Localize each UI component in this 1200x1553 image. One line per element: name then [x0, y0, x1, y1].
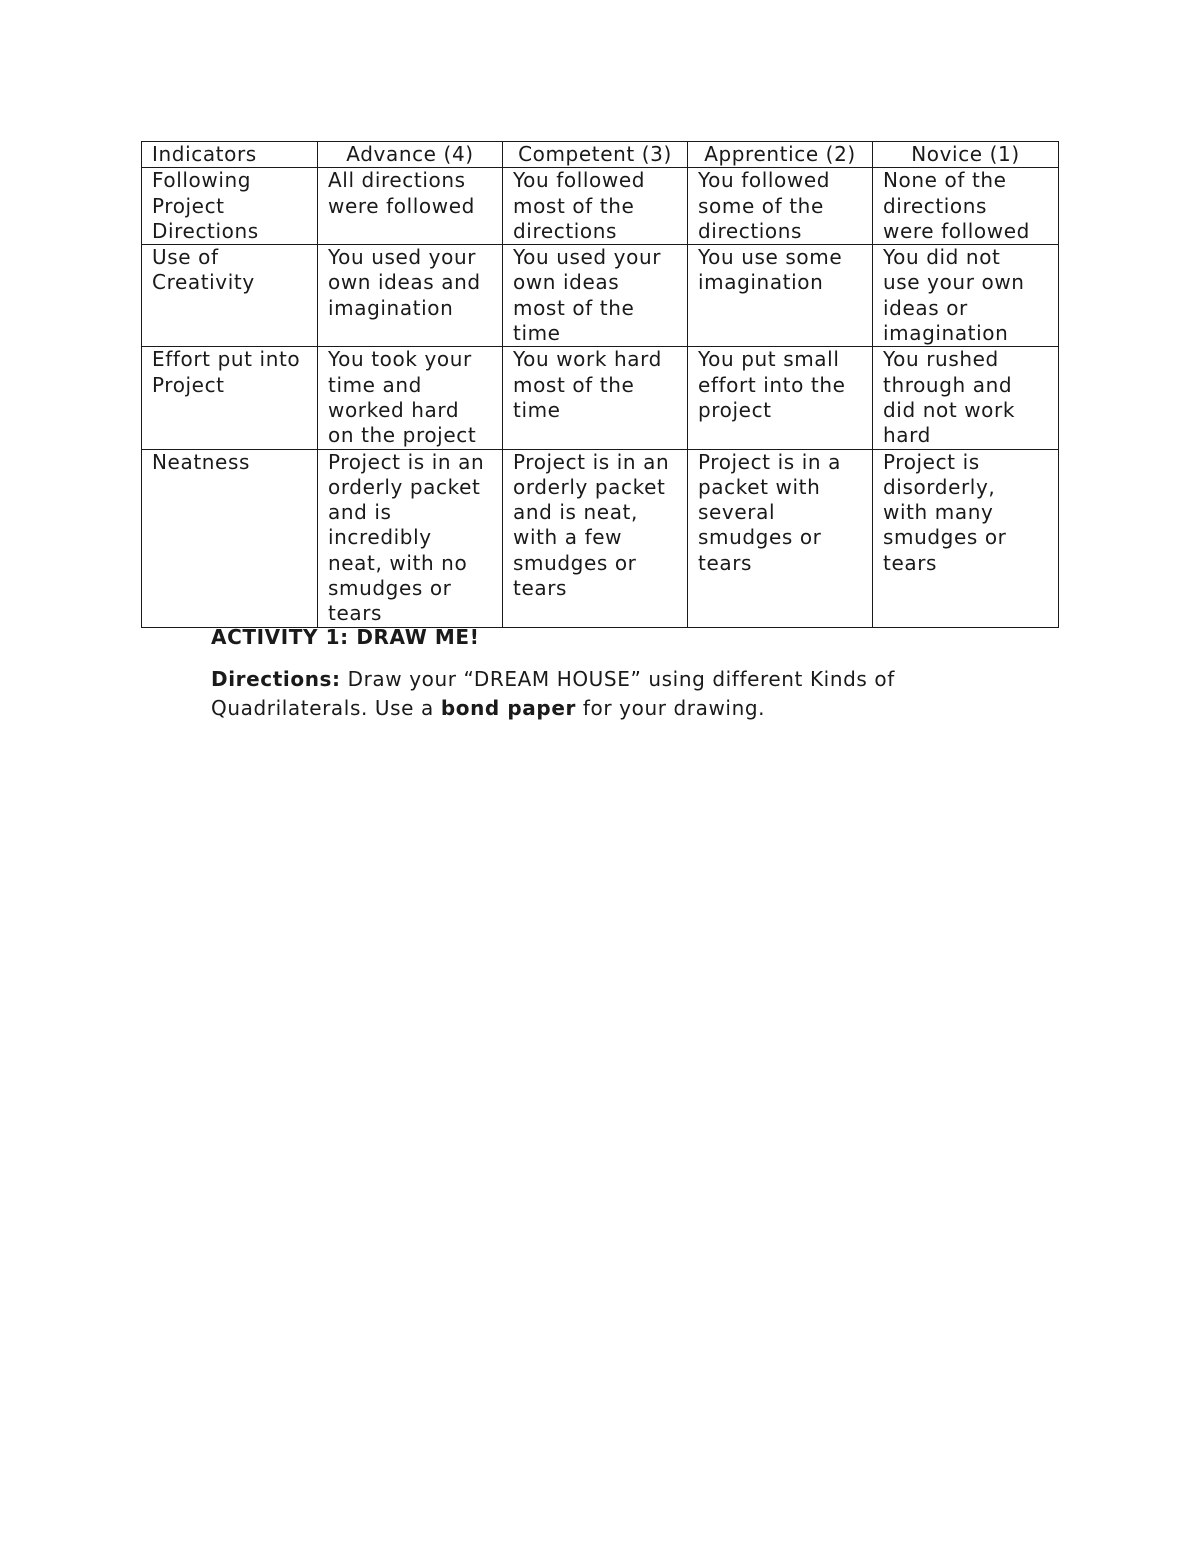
apprentice-cell: You put small effort into the project [688, 347, 873, 449]
table-row [142, 449, 1059, 627]
indicator-cell: Use of Creativity [142, 245, 318, 347]
competent-cell: You followed most of the directions [503, 168, 688, 245]
directions-label: Directions: [211, 667, 341, 691]
activity-section [211, 623, 971, 723]
directions-text: Draw your “DREAM HOUSE” using different Kinds of Quadrilaterals. Use a [211, 667, 895, 720]
rubric-header-row [142, 142, 1059, 168]
header-indicators: Indicators [142, 142, 318, 168]
novice-cell: Project is disorderly, with many smudges or tears [873, 449, 1059, 627]
table-row [142, 168, 1059, 245]
activity-title: ACTIVITY 1: DRAW ME! [211, 625, 480, 649]
table-row [142, 347, 1059, 449]
header-competent: Competent (3) [503, 142, 688, 168]
apprentice-cell: You followed some of the directions [688, 168, 873, 245]
competent-cell: Project is in an orderly packet and is neat, with a few smudges or tears [503, 449, 688, 627]
header-novice: Novice (1) [873, 142, 1059, 168]
rubric-table [141, 141, 1059, 628]
advance-cell: Project is in an orderly packet and is incredibly neat, with no smudges or tears [318, 449, 503, 627]
novice-cell: None of the directions were followed [873, 168, 1059, 245]
advance-cell: You took your time and worked hard on the project [318, 347, 503, 449]
indicator-cell: Following Project Directions [142, 168, 318, 245]
apprentice-cell: Project is in a packet with several smudges or tears [688, 449, 873, 627]
competent-cell: You work hard most of the time [503, 347, 688, 449]
competent-cell: You used your own ideas most of the time [503, 245, 688, 347]
table-row [142, 245, 1059, 347]
header-apprentice: Apprentice (2) [688, 142, 873, 168]
advance-cell: You used your own ideas and imagination [318, 245, 503, 347]
novice-cell: You rushed through and did not work hard [873, 347, 1059, 449]
apprentice-cell: You use some imagination [688, 245, 873, 347]
novice-cell: You did not use your own ideas or imagination [873, 245, 1059, 347]
activity-directions [211, 665, 971, 723]
directions-text-end: for your drawing. [575, 696, 766, 720]
indicator-cell: Effort put into Project [142, 347, 318, 449]
advance-cell: All directions were followed [318, 168, 503, 245]
header-advance: Advance (4) [318, 142, 503, 168]
indicator-cell: Neatness [142, 449, 318, 627]
directions-bold-text: bond paper [440, 696, 576, 720]
